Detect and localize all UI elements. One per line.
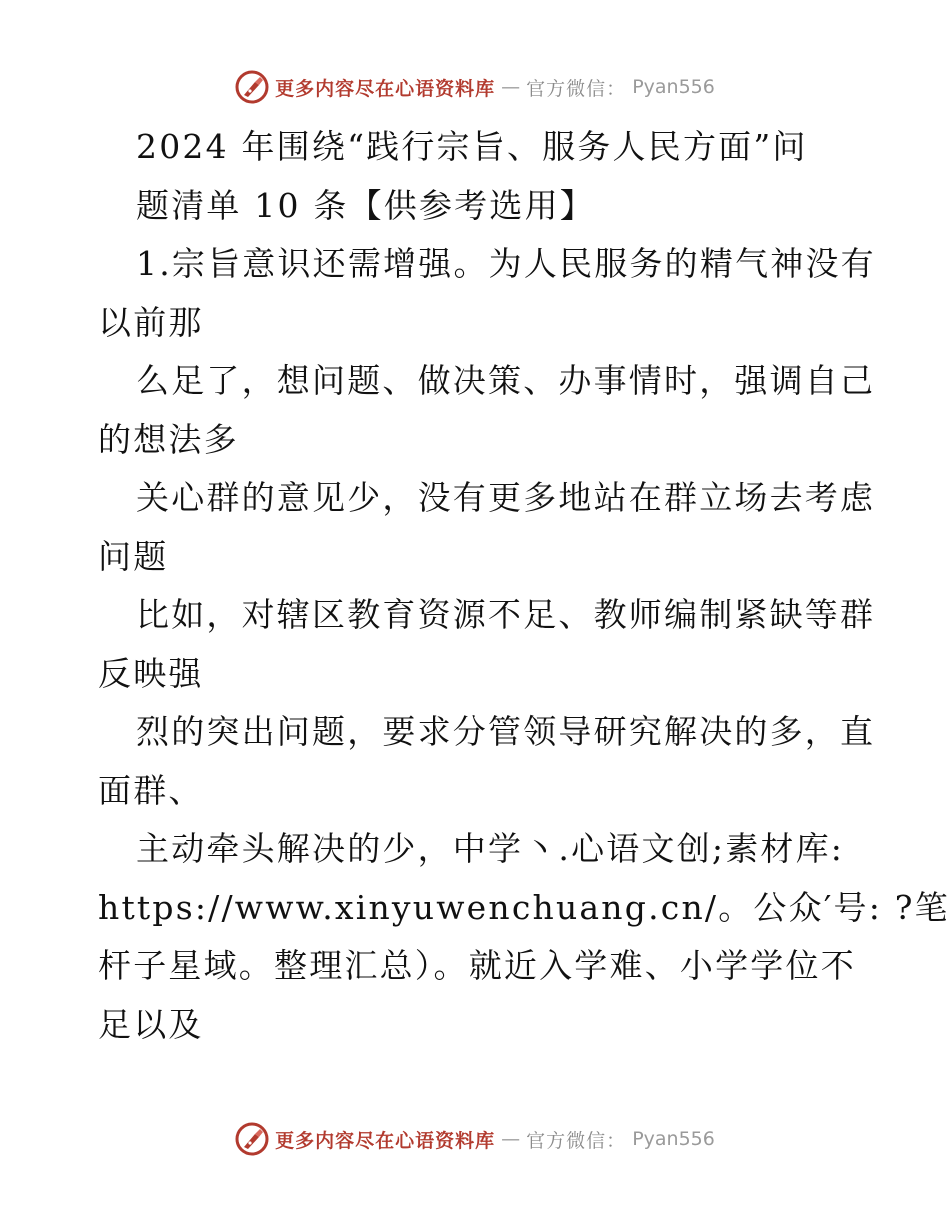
paragraph-line: 么足了，想问题、做决策、办事情时，强调自己 <box>136 361 876 400</box>
paragraph-line: 1.宗旨意识还需增强。为人民服务的精气神没有 <box>136 244 876 283</box>
paragraph-line: 以前那 <box>98 302 204 342</box>
paragraph-line: 问题 <box>98 536 169 576</box>
paragraph-line: https://www.xinyuwenchuang.cn/。公众′号: ?笔 <box>98 887 950 927</box>
document-body <box>98 118 950 1054</box>
footer-watermark-banner <box>0 1122 950 1156</box>
banner-main-text: 更多内容尽在心语资料库 <box>275 1129 496 1152</box>
banner-wechat-id: Pyan556 <box>632 76 715 98</box>
paragraph-line: 反映强 <box>98 653 204 693</box>
pen-nib-logo-icon <box>235 1122 269 1156</box>
paragraph-line: 面群、 <box>98 770 204 810</box>
paragraph-line: 比如，对辖区教育资源不足、教师编制紧缺等群 <box>136 595 876 634</box>
banner-wechat-label: 官方微信： <box>526 77 627 100</box>
banner-main-text: 更多内容尽在心语资料库 <box>275 77 496 100</box>
title-line-2: 题清单 10 条【供参考选用】 <box>136 185 595 225</box>
header-watermark-banner <box>0 70 950 104</box>
banner-wechat-id: Pyan556 <box>632 1128 715 1150</box>
title-line-1: 2024 年围绕“践行宗旨、服务人民方面”问 <box>136 127 808 166</box>
banner-wechat-label: 官方微信： <box>526 1129 627 1152</box>
paragraph-line: 烈的突出问题，要求分管领导研究解决的多，直 <box>136 712 876 751</box>
paragraph-line: 杆子星域。整理汇总）。就近入学难、小学学位不 <box>98 946 856 985</box>
paragraph-line: 关心群的意见少，没有更多地站在群立场去考虑 <box>136 478 876 517</box>
paragraph-line: 足以及 <box>98 1004 204 1044</box>
paragraph-line: 的想法多 <box>98 419 239 459</box>
banner-dash: — <box>501 1128 521 1150</box>
paragraph-line: 主动牵头解决的少，中学丶.心语文创;素材库: <box>136 829 845 868</box>
banner-dash: — <box>501 76 521 98</box>
pen-nib-logo-icon <box>235 70 269 104</box>
